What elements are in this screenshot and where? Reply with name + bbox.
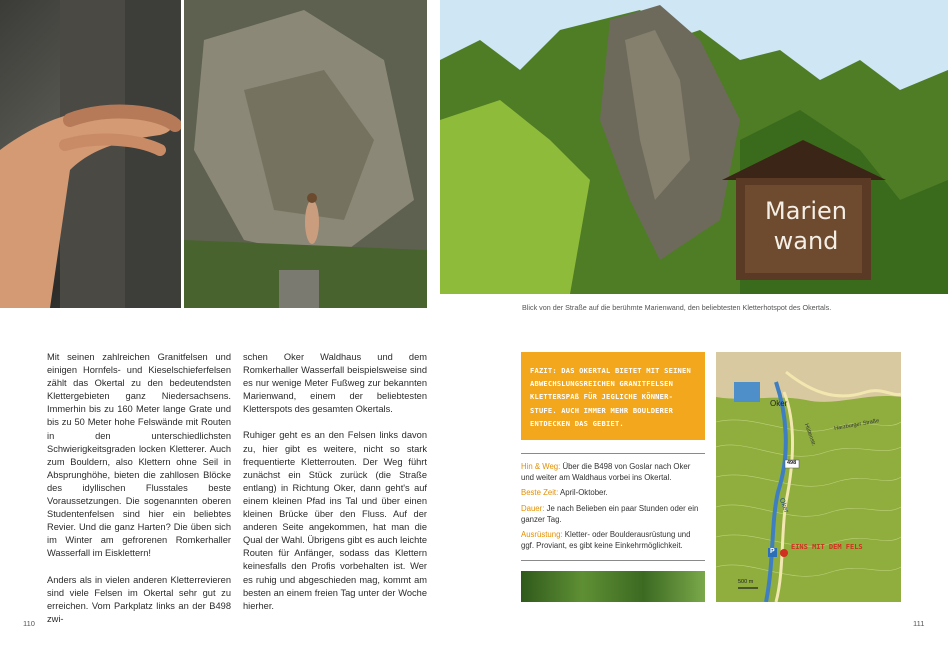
map-town-label: Oker <box>770 399 788 408</box>
map-marker-label: EINS MIT DEM FELS <box>791 543 863 551</box>
divider <box>521 560 705 561</box>
info-text: Kletter- oder Boulderausrüstung und ggf. Proviant, es gibt keine Einkehrmöglichkeit. <box>521 530 691 550</box>
info-dauer <box>521 503 705 525</box>
sign-text-line2: wand <box>773 227 839 255</box>
map-road-label: Hüttenstr. <box>802 422 817 448</box>
info-label: Ausrüstung: <box>521 530 563 539</box>
map-scale-label: 500 m <box>738 579 754 585</box>
info-label: Beste Zeit: <box>521 488 559 497</box>
fazit-line: KLETTERSPAß FÜR JEGLICHE KÖNNER- <box>530 392 674 402</box>
info-label: Dauer: <box>521 504 545 513</box>
parking-icon: P <box>770 548 775 555</box>
photo-climber-hand <box>0 0 181 308</box>
paragraph: Anders als in vielen anderen Kletterrevieren sind viele Felsen im Okertal sehr gut zu erreichen. Vom Parkplatz links an der B498 zwi- <box>47 574 231 624</box>
page-number-right: 111 <box>913 619 925 628</box>
fazit-line: FAZIT: DAS OKERTAL BIETET MIT SEINEN <box>530 366 691 375</box>
paragraph: schen Oker Waldhaus und dem Romkerhaller Wasserfall beispielsweise sind es nur wenige Meter Fußweg zur bekannten Marienwand, einem der beliebtesten Kletterspots des gesamten Okertals. <box>243 352 427 415</box>
fazit-line: ENTDECKEN DAS GEBIET. <box>530 418 624 428</box>
photo-rock-face <box>184 0 427 308</box>
text-column-2 <box>243 351 427 626</box>
info-text: Je nach Belieben ein paar Stunden oder ein ganzer Tag. <box>521 504 699 524</box>
photo-caption: Blick von der Straße auf die berühmte Marienwand, den beliebtesten Kletterhotspot des Okertals. <box>522 303 832 312</box>
page-number-left: 110 <box>23 619 35 628</box>
info-label: Hin & Weg: <box>521 462 561 471</box>
photo-marienwand <box>440 0 948 294</box>
fazit-box <box>521 352 705 440</box>
text-column-1 <box>47 351 231 639</box>
info-beste-zeit <box>521 487 705 498</box>
info-ausruestung <box>521 529 705 551</box>
fazit-line: STUFE. AUCH IMMER MEHR BOULDERER <box>530 405 674 415</box>
map-river-label: Oker <box>777 497 790 514</box>
divider <box>521 453 705 454</box>
map-road-number: 498 <box>787 460 797 466</box>
info-text: Über die B498 von Goslar nach Oker und weiter am Waldhaus vorbei ins Okertal. <box>521 462 691 482</box>
fazit-line: ABWECHSLUNGSREICHEN GRANITFELSEN <box>530 379 674 389</box>
paragraph: Mit seinen zahlreichen Granitfelsen und einigen Hornfels- und Kieselschieferfelsen zählt das Okertal zu den bedeutendsten Klettergebieten ganz Niedersachsens. Immerhin bis zu 160 Meter lange Grate und bis zu 50 Meter hohe Felswände mit Routen in den unterschiedlichsten Schwierigkeitsgraden locken Kletterer. Auch zum Bouldern, also Klettern ohne Seil in Absprunghöhe, bieten die zahllosen Blöcke des idyllischen Flusstales beste Voraussetzungen. Die sogenannten oberen Studentenfelsen sind hier ein beliebtes Revier. Und die ganz Harten? Die üben sich im Winter am gefrorenen Romkerhaller Wasserfall im Eisklettern! <box>47 352 231 559</box>
info-text: April-Oktober. <box>560 488 608 497</box>
photo-forest-strip <box>521 571 705 602</box>
paragraph: Ruhiger geht es an den Felsen links davon zu, hier gibt es weitere, nicht so stark frequentierte Kletterrouten. Der Weg führt zunächst ein Stück zurück (die Straße entlang) in Richtung Oker, dann geht's auf einem kleinen Pfad ins Tal und über einen kleinen Brücke über den Fluss. Auf der anderen Seite angekommen, hat man die Qual der Wahl. Übrigens gibt es auch leichte Routen für Anfänger, sodass das Klettern keinesfalls den Profis vorbehalten ist. Wer es ruhig und abgeschieden mag, kommt am besten an einem freien Tag unter der Woche hierher. <box>243 430 427 611</box>
info-hinweg <box>521 461 705 483</box>
location-map <box>716 352 901 602</box>
sign-text-line1: Marien <box>765 197 847 225</box>
map-road-label: Harzburger Straße <box>833 418 880 432</box>
